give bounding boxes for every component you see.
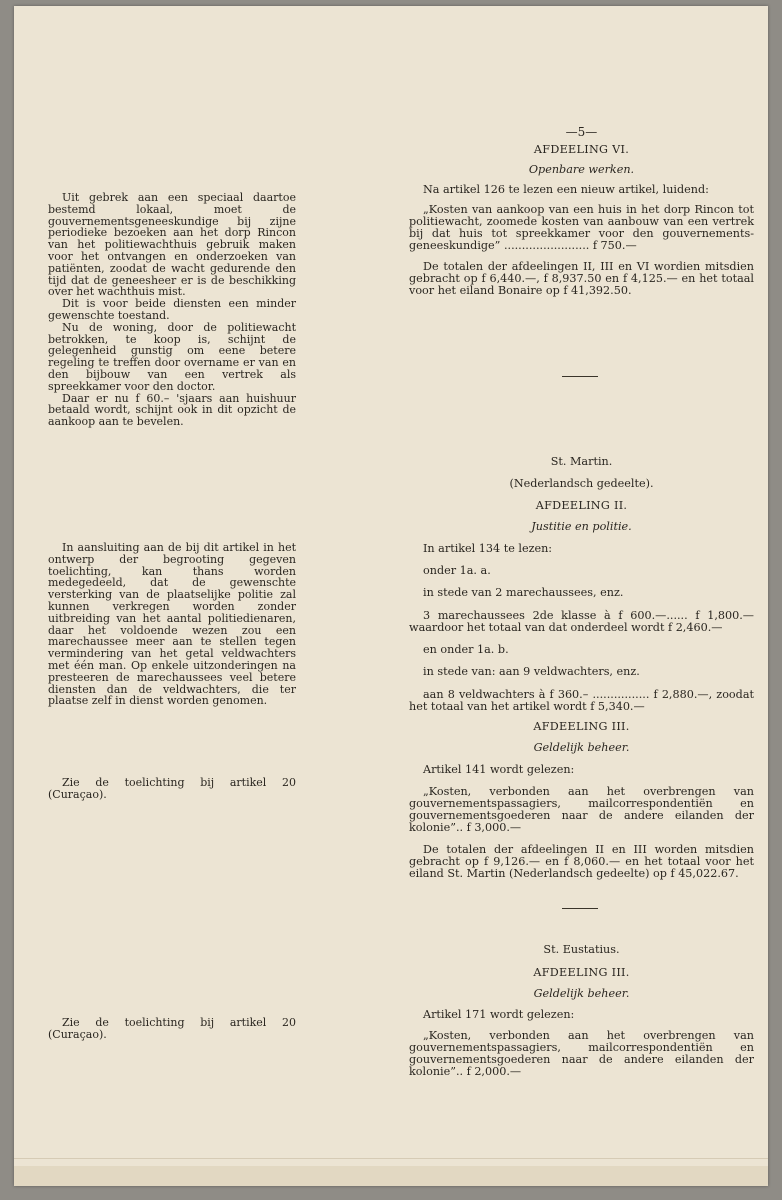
paragraph: Nu de woning, door de politiewacht betrokken, te koop is, schijnt de gelegenheid gunstig om eene betere regeling te treffen door overname er van en den bijbouw van een vertrek als spreekkamer voor den doctor. <box>48 320 296 393</box>
island-name: St. Eustatius. <box>543 943 620 956</box>
paragraph: Artikel 141 wordt gelezen: <box>423 763 575 776</box>
section-heading: AFDEELING VI. <box>533 143 630 156</box>
paragraph: Zie de toelichting bij artikel 20 (Curaçao). <box>48 1016 296 1041</box>
section-subheading: Openbare werken. <box>528 163 635 176</box>
paragraph: Artikel 171 wordt gelezen: <box>423 1008 575 1021</box>
paragraph: In artikel 134 te lezen: <box>423 542 553 555</box>
section-subheading: Geldelijk beheer. <box>533 741 630 754</box>
page-bottom-edge <box>14 1166 768 1186</box>
paragraph: In aansluiting aan de bij dit artikel in het ontwerp der begrooting gegeven toelichting, kan thans worden medegedeeld, dat de gewenschte versterking van de plaatselijke politie zal kunnen verkregen worden zonder uitbreiding van het aantal politiedienaren, daar het voldoende wezen zou een marechaussee meer aan te stellen tegen vermindering van het getal veldwachters met één man. Op enkele uitzonderingen na presteeren de marechaussees veel betere diensten dan de veldwachters, die ter plaatse zelf in dienst worden genomen. <box>48 541 296 708</box>
separator-rule <box>562 908 598 909</box>
section-subheading: Justitie en politie. <box>531 520 632 533</box>
paragraph: Dit is voor beide diensten een minder gewenschte toestand. <box>48 297 296 322</box>
left-block-rincon <box>48 192 296 428</box>
island-name: St. Martin. <box>550 455 613 468</box>
right-column-steustatius <box>409 944 754 1078</box>
fold-line <box>14 1158 768 1159</box>
paragraph: onder 1a. a. <box>423 564 491 577</box>
paragraph: Daar er nu f 60.– 'sjaars aan huishuur betaald wordt, schijnt ook in dit opzicht de aankoop aan te bevelen. <box>48 391 296 429</box>
paragraph: en onder 1a. b. <box>423 643 509 656</box>
paragraph: in stede van: aan 9 veldwachters, enz. <box>423 665 640 678</box>
section-subheading: Geldelijk beheer. <box>533 987 630 1000</box>
paragraph: aan 8 veldwachters à f 360.– ................ f 2,880.—, zoodat het totaal van het artikel wordt f 5,340.— <box>409 688 754 713</box>
page-number: —5— <box>565 125 598 139</box>
quoted-article: „Kosten, verbonden aan het overbrengen van gouvernementspassagiers, mailcorrespondentiën en gouvernementsgoederen naar de andere eilanden der kolonie”.. f 2,000.— <box>409 1029 754 1078</box>
paragraph: Na artikel 126 te lezen een nieuw artikel, luidend: <box>423 183 709 196</box>
section-heading: AFDEELING III. <box>533 966 630 979</box>
paragraph: De totalen der afdeelingen II en III worden mitsdien gebracht op f 9,126.— en f 8,060.— en het totaal voor het eiland St. Martin (Nederlandsch gedeelte) op f 45,022.67. <box>409 843 754 880</box>
left-block-police <box>48 542 296 707</box>
section-heading: AFDEELING II. <box>535 499 628 512</box>
paragraph: Zie de toelichting bij artikel 20 (Curaçao). <box>48 776 296 801</box>
left-block-note-1 <box>48 777 296 801</box>
section-heading: AFDEELING III. <box>533 720 630 733</box>
paragraph: 3 marechaussees 2de klasse à f 600.—...... f 1,800.— waardoor het totaal van dat onderdeel wordt f 2,460.— <box>409 609 754 634</box>
island-subname: (Nederlandsch gedeelte). <box>509 477 654 490</box>
right-column-stmartin <box>409 456 754 880</box>
left-block-note-2 <box>48 1017 296 1041</box>
right-column <box>409 126 754 297</box>
paragraph: Uit gebrek aan een speciaal daartoe bestemd lokaal, moet de gouvernementsgeneeskundige bij zijne periodieke bezoeken aan het dorp Rincon van het politiewachthuis gebruik maken voor het ontvangen en onderzoeken van patiënten, zoodat de wacht gedurende den tijd dat de geneesheer er is de beschikking over het wachthuis mist. <box>48 191 296 299</box>
separator-rule <box>562 376 598 377</box>
quoted-article: „Kosten van aankoop van een huis in het dorp Rincon tot politiewacht, zoomede kosten van aanbouw van een vertrek bij dat huis tot spreekkamer voor den gouvernements-geneeskundige” ........................ f 750.— <box>409 203 754 252</box>
quoted-article: „Kosten, verbonden aan het overbrengen van gouvernementspassagiers, mailcorrespondentiën en gouvernementsgoederen naar de andere eilanden der kolonie”.. f 3,000.— <box>409 785 754 834</box>
paragraph: De totalen der afdeelingen II, III en VI wordien mitsdien gebracht op f 6,440.—, f 8,937.50 en f 4,125.— en het totaal voor het eiland Bonaire op f 41,392.50. <box>409 260 754 297</box>
paragraph: in stede van 2 marechaussees, enz. <box>423 586 624 599</box>
document-page <box>14 6 768 1186</box>
